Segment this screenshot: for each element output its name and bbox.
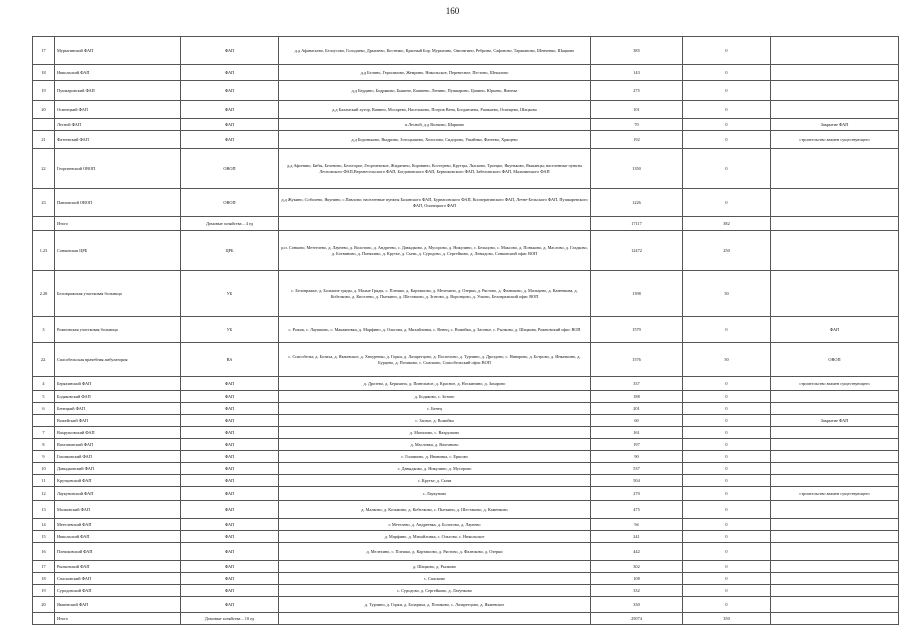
population-count: 17117 [591,217,683,231]
facility-type: УБ [181,271,279,317]
note-cell [771,585,899,597]
distance-value: 50 [683,271,771,317]
row-number: 8 [33,439,55,451]
population-count: 1350 [591,149,683,189]
row-number: 1.23 [33,231,55,271]
table-row [33,451,899,463]
facility-name: Рожновская участковая больница [55,317,181,343]
row-number: 11 [33,475,55,487]
facility-name: Спасковский ФАП [55,573,181,585]
row-number: 19 [33,81,55,101]
facility-name: Георгиевский ОВОП [55,149,181,189]
facility-name: Плешковский ФАП [55,543,181,561]
settlement-list: с. Гошиково, д. Ивановка, с. Ершово [279,451,591,463]
distance-value: 0 [683,487,771,501]
note-cell [771,427,899,439]
distance-value: 382 [683,217,771,231]
table-row [33,403,899,415]
distance-value: 0 [683,585,771,597]
settlement-list: с. Суродово, д. Сергейково, д. Латунково [279,585,591,597]
facility-type: ФАП [181,427,279,439]
row-number: 19 [33,585,55,597]
settlement-list: д.д Бороньково, Выдрино, Зотоцышево, Холопово, Сидорово, Ушайнко, Фатеево, Хрящево [279,131,591,149]
row-number: 5 [33,391,55,403]
distance-value: 0 [683,427,771,439]
table-row [33,189,899,217]
note-cell: Закрытие ФАП [771,415,899,427]
settlement-list: д. Турчино, д. Горки, д. Бозариха, д. Позиково, с. Лазаретцово, д. Якжевское [279,597,591,613]
distance-value: 0 [683,119,771,131]
facility-name: Спасобельская врачебная амбулатория [55,343,181,377]
distance-value: 0 [683,501,771,519]
table-row [33,149,899,189]
population-count: 385 [591,37,683,65]
facility-name: Вахрушовский ФАП [55,427,181,439]
table-row [33,271,899,317]
population-count: 94 [591,519,683,531]
note-cell: ФАП [771,317,899,343]
distance-value: 0 [683,377,771,391]
row-number: 17 [33,37,55,65]
facility-name: Осинецкий ФАП [55,101,181,119]
settlement-list: д. Бодяково, с. Зотово [279,391,591,403]
distance-value: 50 [683,343,771,377]
distance-value: 0 [683,573,771,585]
note-cell [771,463,899,475]
distance-value: 0 [683,463,771,475]
settlement-list: с. Спасково [279,573,591,585]
facility-name: Беряхинский ФАП [55,377,181,391]
distance-value: 0 [683,597,771,613]
facility-type: ФАП [181,561,279,573]
distance-value: 0 [683,317,771,343]
facility-type: ФАП [181,391,279,403]
facility-name: Лаукуновский ФАП [55,487,181,501]
settlement-list: с. Спасобельт, д. Бозиха, д. Якжевское, д. Хвоуренко, д. Горки, д. Лазаретцово, д. Поспелово, д. Турчино, д. Дроздово, с. Ниварово, д. Ботрово, д. Инкаткино, д. Бурцево, д. Позиково, с. Спасково, Спасобельский офис ВОП [279,343,591,377]
facility-type: ФАП [181,475,279,487]
row-number: 6 [33,403,55,415]
table-row [33,81,899,101]
facility-type: ФАП [181,487,279,501]
note-cell [771,217,899,231]
note-cell: строительство взамен существующего [771,487,899,501]
facility-type: ФАП [181,543,279,561]
distance-value: 0 [683,403,771,415]
facility-type: ФАП [181,451,279,463]
row-number: 21 [33,131,55,149]
population-count: 270 [591,487,683,501]
facility-name: Сонковская ЦРБ [55,231,181,271]
facility-type: ФАП [181,403,279,415]
facility-type: ФАП [181,101,279,119]
population-count: 108 [591,573,683,585]
settlement-list: с. Бенец [279,403,591,415]
population-count: 12472 [591,231,683,271]
population-count: 1226 [591,189,683,217]
table-row [33,119,899,131]
facility-type: ФАП [181,377,279,391]
facility-type: ФАП [181,81,279,101]
settlement-list [279,613,591,625]
settlement-list: д. Мелехино, с. Плешко, д. Карташово, д. Рястово, д. Фалюково, д. Озерки [279,543,591,561]
distance-value: 0 [683,439,771,451]
facility-name: Рылковский ФАП [55,561,181,573]
table-row [33,427,899,439]
population-count: 337 [591,377,683,391]
row-number: 18 [33,573,55,585]
row-number: 16 [33,543,55,561]
settlement-list: с. Крутье, д. Сычи [279,475,591,487]
table-row [33,463,899,475]
facility-name: Метелевский ФАП [55,519,181,531]
table-row [33,573,899,585]
note-cell [771,531,899,543]
facility-type: ОВОП [181,189,279,217]
row-number: 20 [33,101,55,119]
row-number: 23 [33,189,55,217]
distance-value: 0 [683,37,771,65]
population-count: 241 [591,531,683,543]
note-cell [771,561,899,573]
population-count: 188 [591,391,683,403]
facility-type: ФАП [181,519,279,531]
distance-value: 0 [683,475,771,487]
population-count: 70 [591,119,683,131]
distance-value: 0 [683,149,771,189]
settlement-list: д.д Жукино, Соболево, Якунино, с.Павлово; населенные пункты Баланского ФАП, Бурнасовского ФАП, Кооперативского ФАП, Летне-Бельского ФАП, Пушкаревского ФАП, Осинецкого ФАП [279,189,591,217]
table-row [33,475,899,487]
note-cell [771,439,899,451]
facility-type: ВА [181,343,279,377]
note-cell [771,573,899,585]
table-row [33,377,899,391]
population-count: 201 [591,403,683,415]
population-count: 275 [591,81,683,101]
facility-type: ФАП [181,37,279,65]
table-row [33,561,899,573]
population-count: 330 [591,597,683,613]
facility-type: ФАП [181,439,279,451]
table-row [33,415,899,427]
facility-name: Итого [55,613,181,625]
facility-name: Никольский ФАП [55,531,181,543]
row-number [33,415,55,427]
population-count: 192 [591,131,683,149]
settlement-list: д.д Афанасьево, Белоусово, Голодаево, Дрыгаево, Костюжо, Красный Бор, Мурыгино, Ожогягино, Ребрино, Сафоново, Тараканово, Шевченко, Шацково [279,37,591,65]
table-row [33,343,899,377]
distance-value: 0 [683,519,771,531]
settlement-list: г. Метелево, д. Андреевка, д. Болотово, д. Лаунево [279,519,591,531]
facility-type: ФАП [181,463,279,475]
facility-name: Крутцовский ФАП [55,475,181,487]
settlement-list: д. Мазилово, с. Вахрушово [279,427,591,439]
facility-type: ФАП [181,501,279,519]
table-row [33,231,899,271]
distance-value: 0 [683,65,771,81]
distance-value: 350 [683,613,771,625]
settlement-list [279,217,591,231]
table-row [33,613,899,625]
table-row [33,585,899,597]
table-row [33,439,899,451]
settlement-list: д. Масловка, д. Вахтаново [279,439,591,451]
row-number: 22. [33,343,55,377]
table-row [33,519,899,531]
population-count: 302 [591,561,683,573]
distance-value: 0 [683,451,771,463]
population-count: 537 [591,463,683,475]
settlement-list: с. Лаукуново [279,487,591,501]
facility-type: ФАП [181,65,279,81]
settlement-list: д. Шацково, д. Рылково [279,561,591,573]
facility-name: Павловский ОВОП [55,189,181,217]
population-count: 60 [591,415,683,427]
note-cell [771,597,899,613]
row-number [33,217,55,231]
facility-name: Суродовский ФАП [55,585,181,597]
row-number: 12 [33,487,55,501]
facility-name: Малковский ФАП [55,501,181,519]
population-count: 1576 [591,343,683,377]
facility-type: ФАП [181,585,279,597]
facility-type: Домовые хозяйства – 10 ед [181,613,279,625]
facility-name: Пушкаровский ФАП [55,81,181,101]
facility-table [32,36,899,625]
row-number: 2.28 [33,271,55,317]
facility-name: Гошиковский ФАП [55,451,181,463]
distance-value: 250 [683,231,771,271]
table-row [33,501,899,519]
population-count: 1579 [591,317,683,343]
note-cell [771,37,899,65]
table-row [33,543,899,561]
facility-name: Бенецкий ФАП [55,403,181,415]
row-number: 9 [33,451,55,463]
distance-value: 0 [683,543,771,561]
settlement-list: с. Беловражье, д. Большие гряды, д. Малые Гряды, с. Плешко, д. Карташово, д. Мелехино, д. Озерки, д. Рястово, д. Фалюково, д. Мальцево, д. Каменкова, д. Кобелково, д. Киселево, д. Пыткино, д. Шестаково, д. Згатово, д. Воронцово, д. Усково, Беловражский офис ВОП [279,271,591,317]
facility-type: УБ [181,317,279,343]
population-count: 101 [591,101,683,119]
facility-type: Домовые хозяйства – 4 ед [181,217,279,231]
row-number [33,613,55,625]
facility-name: Якшевский ФАП [55,597,181,613]
note-cell [771,189,899,217]
table-row [33,597,899,613]
settlement-list: р.п. Сонково, Метеелево, д. Лаунево, д. Волотово, д. Андреево, с. Давыдково, д. Мусорово, д. Никулино, с. Бельцово, с. Максово, д. Поньково, д. Маслово, д. Гладково, д. Ботвиново, д. Поняхино, д. Крутье, д. Сычи, д. Суродово, д. Сергейково, д. Левыдово, Сонковский офис ВОП [279,231,591,271]
note-cell [771,475,899,487]
facility-type: ОВОП [181,149,279,189]
settlement-list: с. Рожок, с. Лаушково, с. Макаяновка, д. Марфино, д. Ольгова, д. Михайловка, с. Венец, с. Вожейка, д. Засевье, с. Рылково, д. Шацкова, Рожновский офис ВОП [279,317,591,343]
population-count: 442 [591,543,683,561]
facility-type: ФАП [181,415,279,427]
population-count: 161 [591,427,683,439]
row-number: 14 [33,519,55,531]
note-cell [771,501,899,519]
table-row [33,487,899,501]
table-row [33,65,899,81]
distance-value: 0 [683,391,771,403]
distance-value: 0 [683,131,771,149]
table-row [33,101,899,119]
row-number: 17 [33,561,55,573]
facility-name: Давыдковский ФАП [55,463,181,475]
settlement-list: с. Давыдково, д. Никулино, д. Мусорово [279,463,591,475]
settlement-list: п.Лесной, д.д Волково, Шарково [279,119,591,131]
population-count: 332 [591,585,683,597]
facility-name: Беловражская участковая больница [55,271,181,317]
population-count: 25074 [591,613,683,625]
facility-type: ФАП [181,597,279,613]
note-cell [771,231,899,271]
note-cell: ОВОП [771,343,899,377]
population-count: 90 [591,451,683,463]
settlement-list: с. Заозье, д. Вожейка [279,415,591,427]
distance-value: 0 [683,101,771,119]
facility-table-body [33,37,899,625]
note-cell [771,519,899,531]
note-cell [771,81,899,101]
settlement-list: д. Марфино, д. Михайловка, с. Ольгово, с. Никольское [279,531,591,543]
note-cell [771,403,899,415]
facility-type: ЦРБ [181,231,279,271]
row-number: 22 [33,149,55,189]
settlement-list: д. Малково, д. Козьмино, д. Кобелково, с. Пыткино, д. Шестаково, д. Каменково [279,501,591,519]
row-number: 13 [33,501,55,519]
note-cell [771,451,899,463]
table-row [33,217,899,231]
note-cell [771,271,899,317]
row-number: 7 [33,427,55,439]
facility-type: ФАП [181,119,279,131]
row-number: 15 [33,531,55,543]
page-number: 160 [445,6,460,16]
facility-name: Мурыгинский ФАП [55,37,181,65]
table-row [33,317,899,343]
row-number: 3 [33,317,55,343]
note-cell [771,149,899,189]
facility-type: ФАП [181,573,279,585]
facility-name: Лесной ФАП [55,119,181,131]
note-cell: строительство взамен существующего [771,131,899,149]
facility-name: Вожейский ФАП [55,415,181,427]
facility-type: ФАП [181,131,279,149]
distance-value: 0 [683,531,771,543]
distance-value: 0 [683,561,771,573]
table-row [33,531,899,543]
row-number: 18 [33,65,55,81]
settlement-list: д.д Афонино, Бибы, Беленово, Белогорье, Георгиевское, Жидятино, Коровино, Костерево, Крутцы, Лысково, Троецко, Якуньково, Якшанцы; населенные пункты Лесновского ФАП,Верхнесельского ФАП, Богдановского ФАП, Бермоковского ФАП, Забелинского ФАП, Мальчинского ФАП [279,149,591,189]
facility-name: Бодяковский ФАП [55,391,181,403]
facility-name: Фатеевский ФАП [55,131,181,149]
row-number: 4 [33,377,55,391]
settlement-list: д.д Бердино, Бодряково, Быкино, Кашнево, Ленино, Пушкарово, Цапино, Юрьево, Ямонье [279,81,591,101]
settlement-list: д.д Белино, Герасимово, Жемрино, Никольское, Перевесное, Пестово, Шекалово [279,65,591,81]
note-cell [771,391,899,403]
table-row [33,391,899,403]
row-number: 10 [33,463,55,475]
population-count: 475 [591,501,683,519]
facility-name: Никольский ФАП [55,65,181,81]
distance-value: 0 [683,81,771,101]
note-cell: строительство взамен существующего [771,377,899,391]
table-row [33,131,899,149]
facility-name: Итого [55,217,181,231]
population-count: 197 [591,439,683,451]
facility-type: ФАП [181,531,279,543]
note-cell [771,65,899,81]
note-cell [771,543,899,561]
distance-value: 0 [683,189,771,217]
distance-value: 0 [683,415,771,427]
note-cell: Закрытие ФАП [771,119,899,131]
population-count: 143 [591,65,683,81]
note-cell [771,101,899,119]
note-cell [771,613,899,625]
settlement-list: д. Дрозево, д. Беряхино, д. Пинельное, д. Красное, д. Носкинино, д. Захарово [279,377,591,391]
settlement-list: д.д Баламский хутор, Ванино, Мосарево, Насельково, Погров Вена, Богданчаты, Рашкаево, Осинцево, Шацково [279,101,591,119]
population-count: 1398 [591,271,683,317]
population-count: 504 [591,475,683,487]
row-number [33,119,55,131]
table-row [33,37,899,65]
row-number: 20 [33,597,55,613]
facility-name: Вахтановский ФАП [55,439,181,451]
